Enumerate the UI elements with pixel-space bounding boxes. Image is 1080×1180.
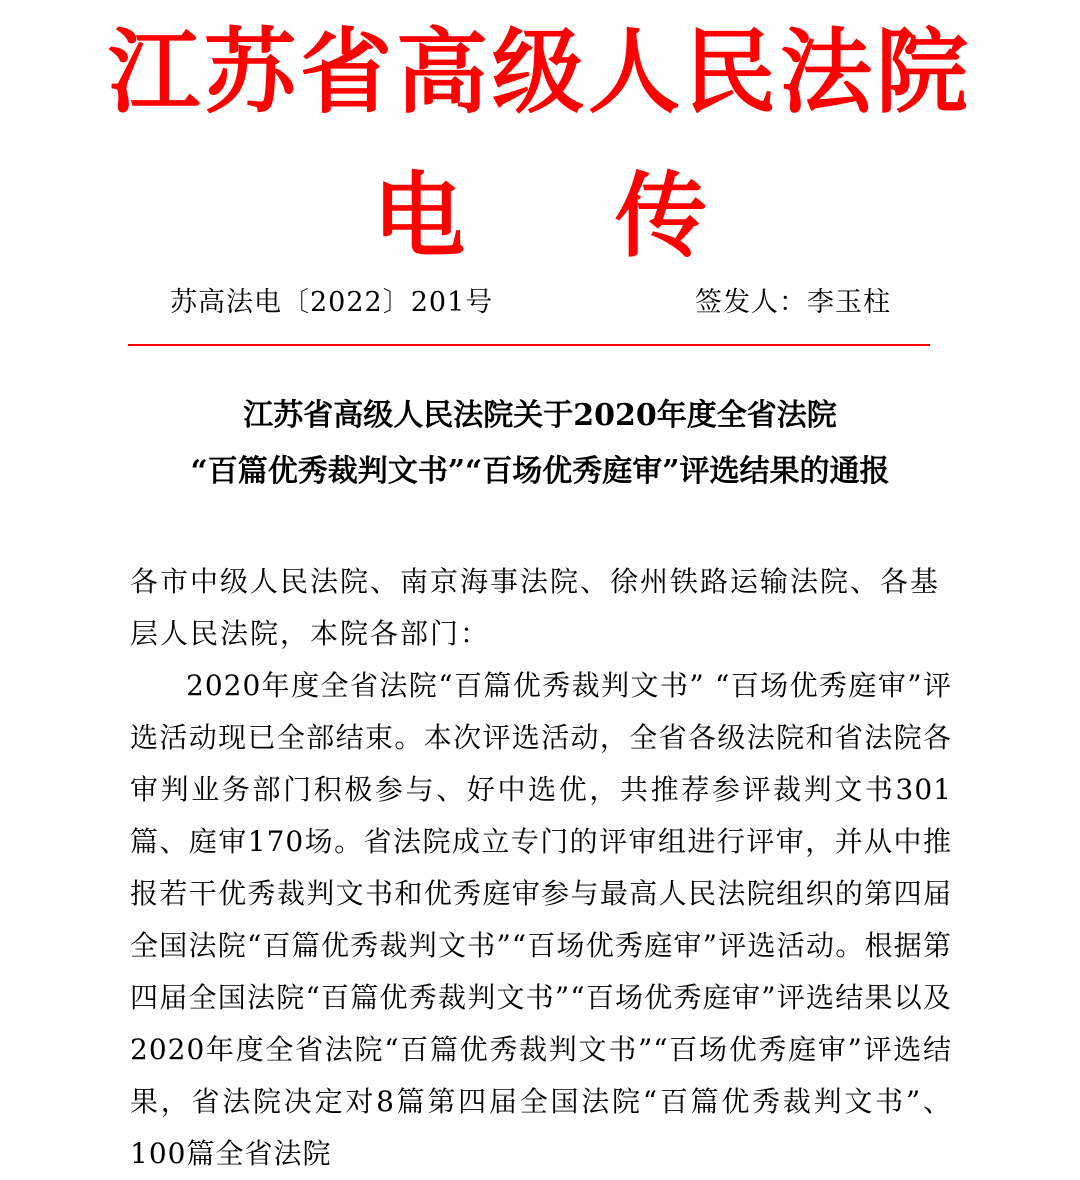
body-paragraph: 2020年度全省法院“百篇优秀裁判文书” “百场优秀庭审”评选活动现已全部结束。本次评选活动，全省各级法院和省法院各审判业务部门积极参与、好中选优，共推荐参评裁判文书301篇、庭审170场。省法院成立专门的评审组进行评审，并从中推报若干优秀裁判文书和优秀庭审参与最高人民法院组织的第四届全国法院“百篇优秀裁判文书”“百场优秀庭审”评选活动。根据第四届全国法院“百篇优秀裁判文书”“百场优秀庭审”评选结果以及2020年度全省法院“百篇优秀裁判文书”“百场优秀庭审”评选结果，省法院决定对8篇第四届全国法院“百篇优秀裁判文书”、100篇全省法院 xyxy=(130,669,952,1170)
document-number: 苏高法电〔2022〕201号 xyxy=(170,287,494,318)
red-separator-line xyxy=(128,344,930,346)
notice-title-line-2: “百篇优秀裁判文书”“百场优秀庭审”评选结果的通报 xyxy=(190,454,890,489)
document-type-title: 电传 xyxy=(372,163,857,270)
addressee: 各市中级人民法院、南京海事法院、徐州铁路运输法院、各基层人民法院，本院各部门： xyxy=(130,565,941,650)
notice-title-line-1: 江苏省高级人民法院关于2020年度全省法院 xyxy=(243,398,837,433)
issuing-court-title: 江苏省高级人民法院 xyxy=(107,19,972,126)
signer: 签发人：李玉柱 xyxy=(695,287,891,318)
